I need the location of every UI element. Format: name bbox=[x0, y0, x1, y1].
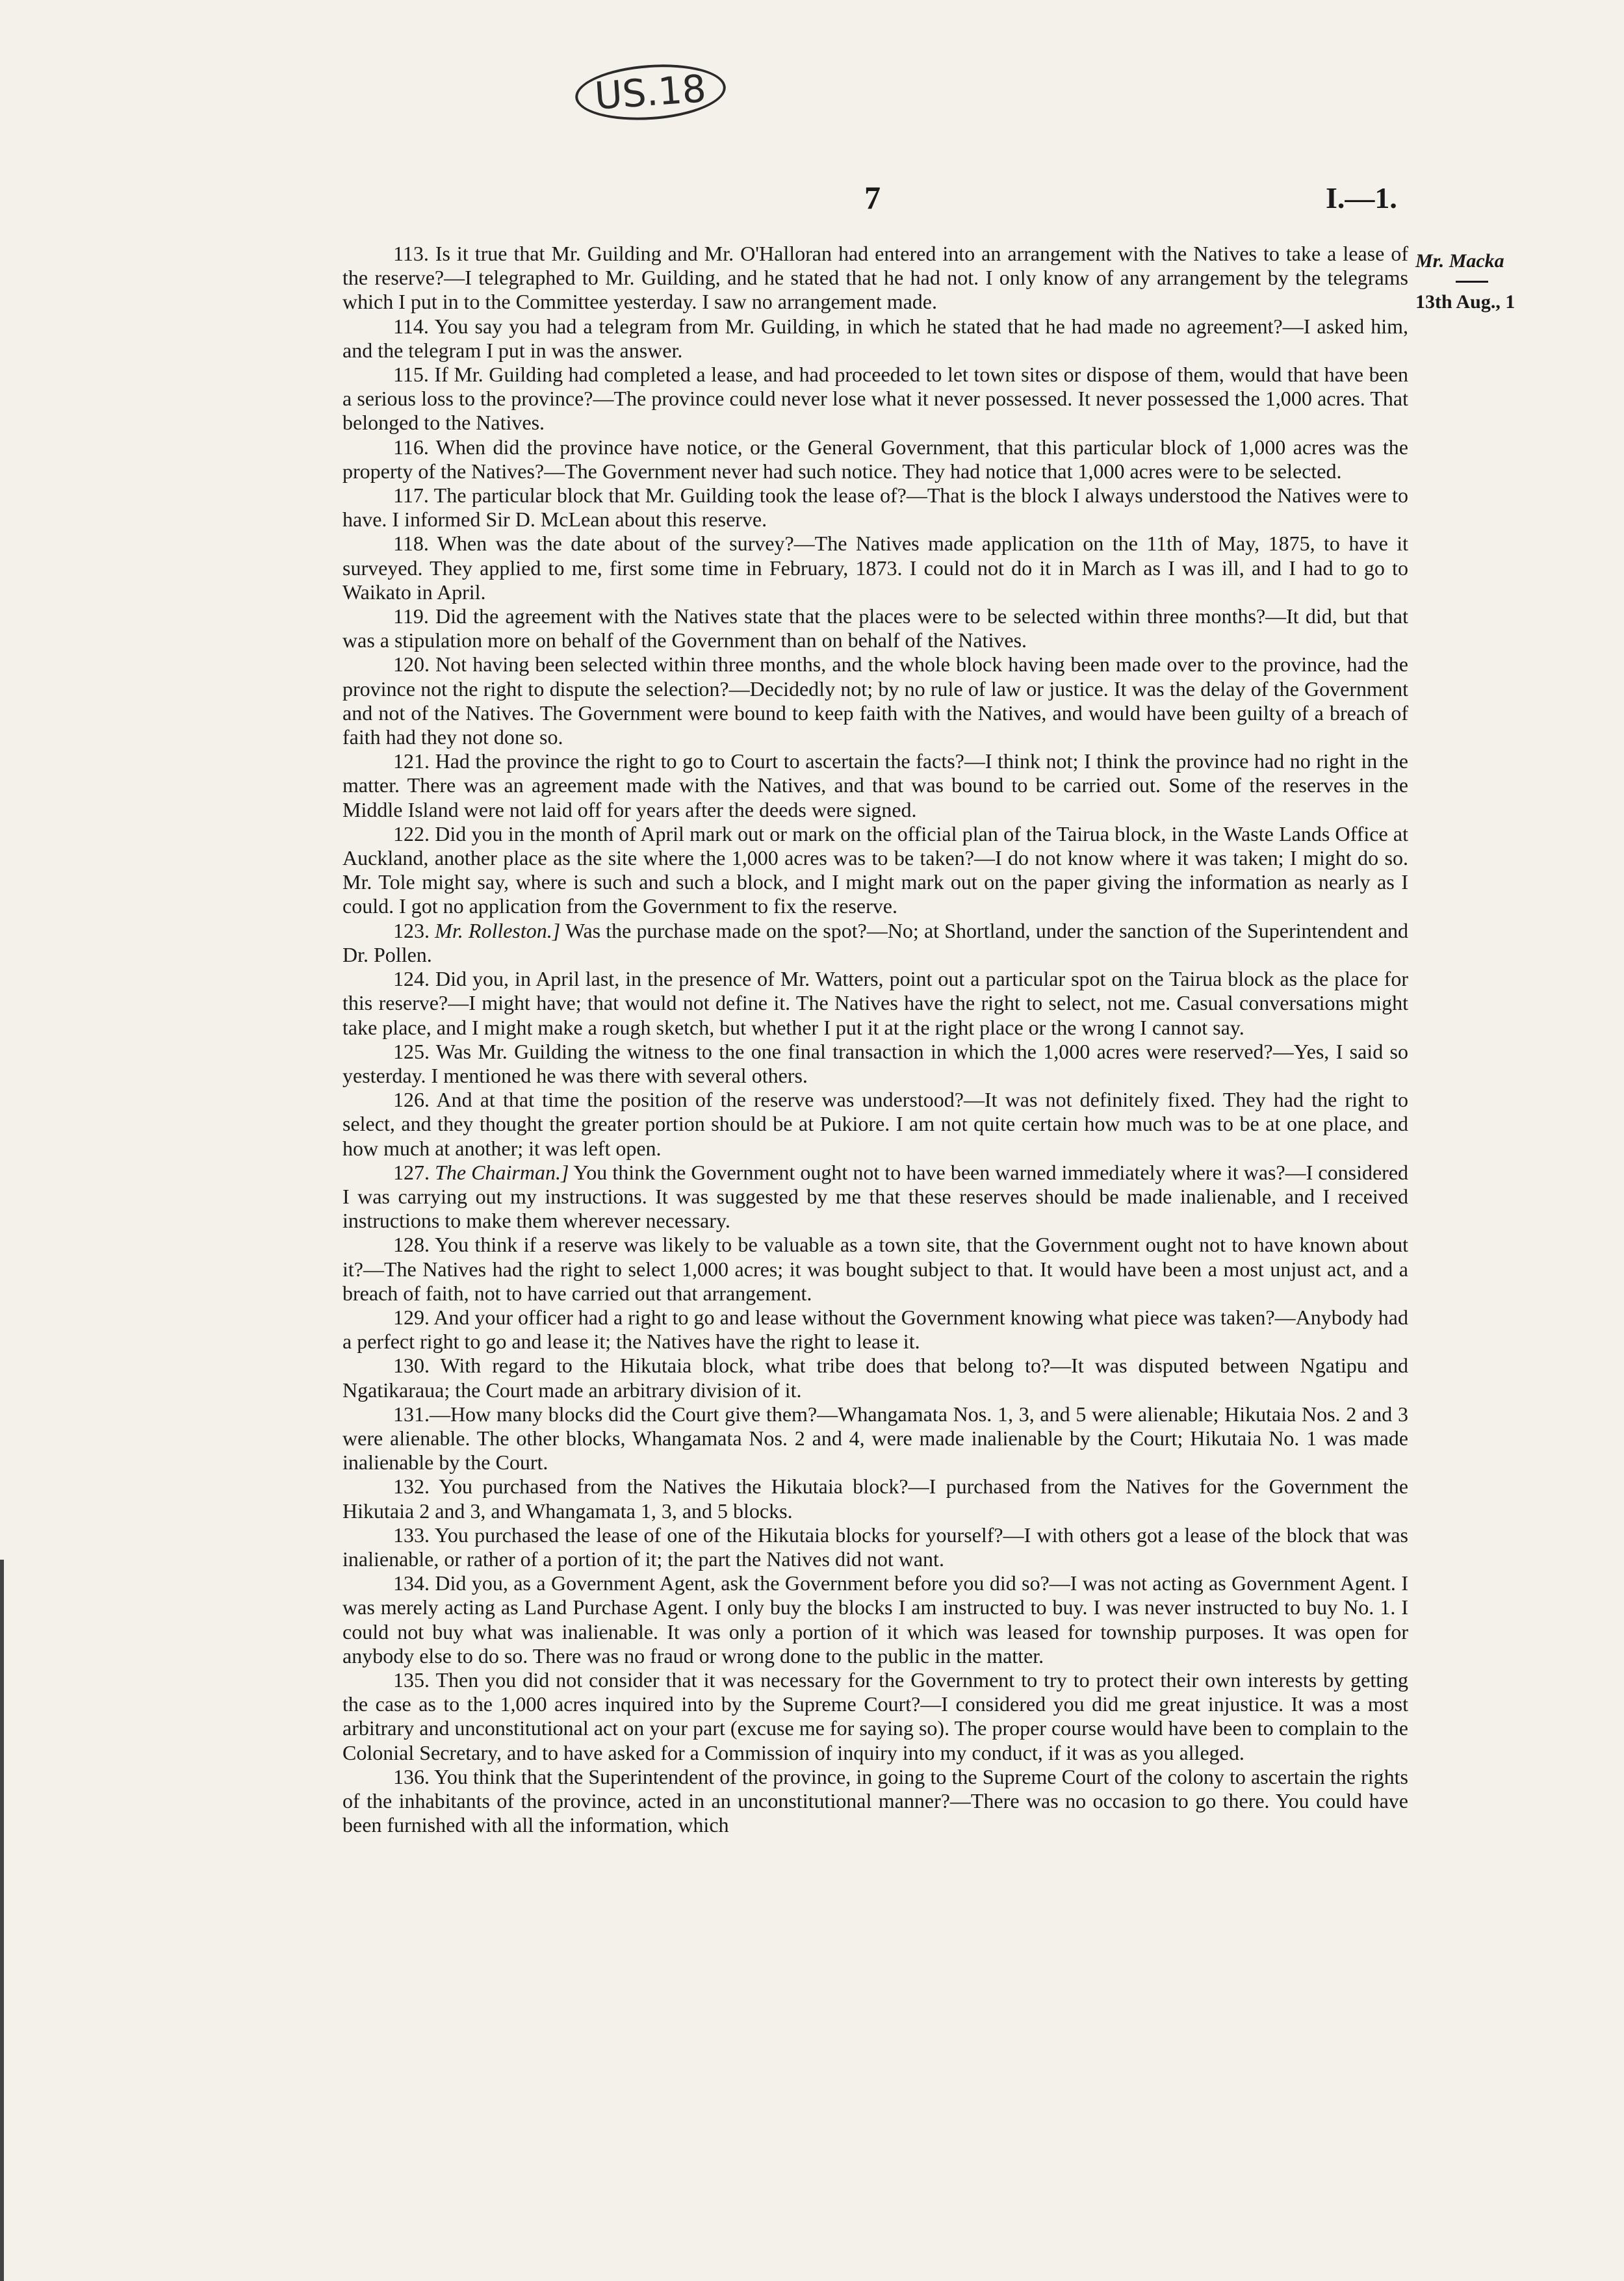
paragraph-127 bbox=[342, 1161, 1408, 1233]
paragraph-120: 120. Not having been selected within three months, and the whole block having been made over to the province, had the province not the right to dispute the selection?—Decidedly not; by no rule of law or justice. It was the delay of the Government and not of the Natives. The Government were bound to keep faith with the Natives, and would have been guilty of a breach of faith had they not done so. bbox=[342, 652, 1408, 749]
paragraph-number: 127. bbox=[393, 1160, 430, 1184]
paragraph-116: 116. When did the province have notice, or the General Government, that this particular block of 1,000 acres was the property of the Natives?—The Government never had such notice. They had notice that 1,000 acres were to be selected. bbox=[342, 435, 1408, 483]
margin-date: 13th Aug., 1 bbox=[1415, 290, 1515, 313]
paragraph-133: 133. You purchased the lease of one of the Hikutaia blocks for yourself?—I with others got a lease of the block that was inalienable, or rather of a portion of it; the part the Natives did not want. bbox=[342, 1523, 1408, 1571]
paragraph-135: 135. Then you did not consider that it was necessary for the Government to try to protect their own interests by getting the case as to the 1,000 acres inquired into by the Supreme Court?—I considered you did me great injustice. It was a most arbitrary and unconstitutional act on your part (excuse me for saying so). The proper course would have been to complain to the Colonial Secretary, and to have asked for a Commission of inquiry into my conduct, if it was as you alleged. bbox=[342, 1668, 1408, 1764]
paragraph-121: 121. Had the province the right to go to Court to ascertain the facts?—I think not; I think the province had no right in the matter. There was an agreement made with the Natives, and that was bound to be carried out. Some of the reserves in the Middle Island were not laid off for years after the deeds were signed. bbox=[342, 749, 1408, 821]
paragraph-129: 129. And your officer had a right to go and lease without the Government knowing what piece was taken?—Anybody had a perfect right to go and lease it; the Natives have the right to lease it. bbox=[342, 1305, 1408, 1354]
paragraph-number: 123. bbox=[393, 918, 430, 942]
paragraph-118: 118. When was the date about of the survey?—The Natives made application on the 11th of May, 1875, to have it surveyed. They applied to me, first some time in February, 1873. I could not do it in March as I was ill, and I had to go to Waikato in April. bbox=[342, 532, 1408, 604]
paragraph-115: 115. If Mr. Guilding had completed a lease, and had proceeded to let town sites or dispose of them, would that have been a serious loss to the province?—The province could never lose what it never possessed. It never possessed the 1,000 acres. That belonged to the Natives. bbox=[342, 363, 1408, 435]
speaker-label: The Chairman.] bbox=[435, 1160, 569, 1184]
scan-edge-line bbox=[0, 1560, 4, 2281]
margin-note bbox=[1415, 247, 1623, 316]
paragraph-126: 126. And at that time the position of the reserve was understood?—It was not definitely fixed. They had the right to select, and they thought the greater portion should be at Pukiore. I am not quite certain how much was to be at one place, and how much at another; it was left open. bbox=[342, 1088, 1408, 1160]
paragraph-114: 114. You say you had a telegram from Mr. Guilding, in which he stated that he had made no agreement?—I asked him, and the telegram I put in was the answer. bbox=[342, 314, 1408, 362]
paragraph-132: 132. You purchased from the Natives the Hikutaia block?—I purchased from the Natives for the Government the Hikutaia 2 and 3, and Whangamata 1, 3, and 5 blocks. bbox=[342, 1475, 1408, 1523]
paragraph-text: Was the purchase made on the spot?—No; at Shortland, under the sanction of the Superintendent and Dr. Pollen. bbox=[342, 918, 1409, 966]
document-reference: I.—1. bbox=[1326, 181, 1397, 214]
paragraph-130: 130. With regard to the Hikutaia block, what tribe does that belong to?—It was disputed between Ngatipu and Ngatikaraua; the Court made an arbitrary division of it. bbox=[342, 1354, 1408, 1402]
paragraph-122: 122. Did you in the month of April mark out or mark on the official plan of the Tairua block, in the Waste Lands Office at Auckland, another place as the site where the 1,000 acres was to be taken?—I do not know where it was taken; I might do so. Mr. Tole might say, where is such and such a block, and I might mark out on the paper giving the information as nearly as I could. I got no application from the Government to fix the reserve. bbox=[342, 821, 1408, 918]
paragraph-124: 124. Did you, in April last, in the presence of Mr. Watters, point out a particular spot on the Tairua block as the place for this reserve?—I might have; that would not define it. The Natives have the right to select, not me. Casual conversations might take place, and I might make a rough sketch, but whether I put it at the right place or the wrong I cannot say. bbox=[342, 967, 1408, 1039]
paragraph-128: 128. You think if a reserve was likely to be valuable as a town site, that the Government ought not to have known about it?—The Natives had the right to select 1,000 acres; it was bought subject to that. It would have been a most unjust act, and a breach of faith, not to have carried out that arrangement. bbox=[342, 1233, 1408, 1305]
paragraph-text: You think the Government ought not to have been warned immediately where it was?—I considered I was carrying out my instructions. It was suggested by me that these reserves should be made inalienable, and I received instructions to make them wherever necessary. bbox=[342, 1160, 1409, 1233]
paragraph-123 bbox=[342, 919, 1408, 967]
speaker-label: Mr. Rolleston.] bbox=[435, 918, 561, 942]
paragraph-131: 131.—How many blocks did the Court give them?—Whangamata Nos. 1, 3, and 5 were alienable; Hikutaia Nos. 2 and 3 were alienable. The other blocks, Whangamata Nos. 2 and 4, were made inalienable by the Court; Hikutaia No. 1 was made inalienable by the Court. bbox=[342, 1402, 1408, 1475]
paragraph-119: 119. Did the agreement with the Natives state that the places were to be selected within three months?—It did, but that was a stipulation more on behalf of the Government than on behalf of the Natives. bbox=[342, 604, 1408, 652]
paragraph-113: 113. Is it true that Mr. Guilding and Mr. O'Halloran had entered into an arrangement with the Natives to take a lease of the reserve?—I telegraphed to Mr. Guilding, and he stated that he had not. I only know of any arrangement by the telegrams which I put in to the Committee yesterday. I saw no arrangement made. bbox=[342, 242, 1408, 314]
paragraph-117: 117. The particular block that Mr. Guilding took the lease of?—That is the block I always understood the Natives were to have. I informed Sir D. McLean about this reserve. bbox=[342, 483, 1408, 532]
paragraph-125: 125. Was Mr. Guilding the witness to the one final transaction in which the 1,000 acres were reserved?—Yes, I said so yesterday. I mentioned he was there with several others. bbox=[342, 1039, 1408, 1087]
paragraph-136: 136. You think that the Superintendent of the province, in going to the Supreme Court of the colony to ascertain the rights of the inhabitants of the province, acted in an unconstitutional manner?—There was no occasion to go there. You could have been furnished with all the information, which bbox=[342, 1764, 1408, 1837]
handwritten-annotation: US.18 bbox=[573, 60, 727, 125]
margin-witness-name: Mr. Macka bbox=[1415, 250, 1504, 272]
margin-rule bbox=[1456, 281, 1488, 283]
paragraph-134: 134. Did you, as a Government Agent, ask the Government before you did so?—I was not acting as Government Agent. I was merely acting as Land Purchase Agent. I only buy the blocks I am instructed to buy. I was never instructed to buy No. 1. I could not buy what was inalienable. It was only a portion of it which was leased for township purposes. It was open for anybody else to do so. There was no fraud or wrong done to the public in the matter. bbox=[342, 1571, 1408, 1668]
text-body bbox=[342, 242, 1408, 1837]
page-number: 7 bbox=[864, 179, 881, 216]
